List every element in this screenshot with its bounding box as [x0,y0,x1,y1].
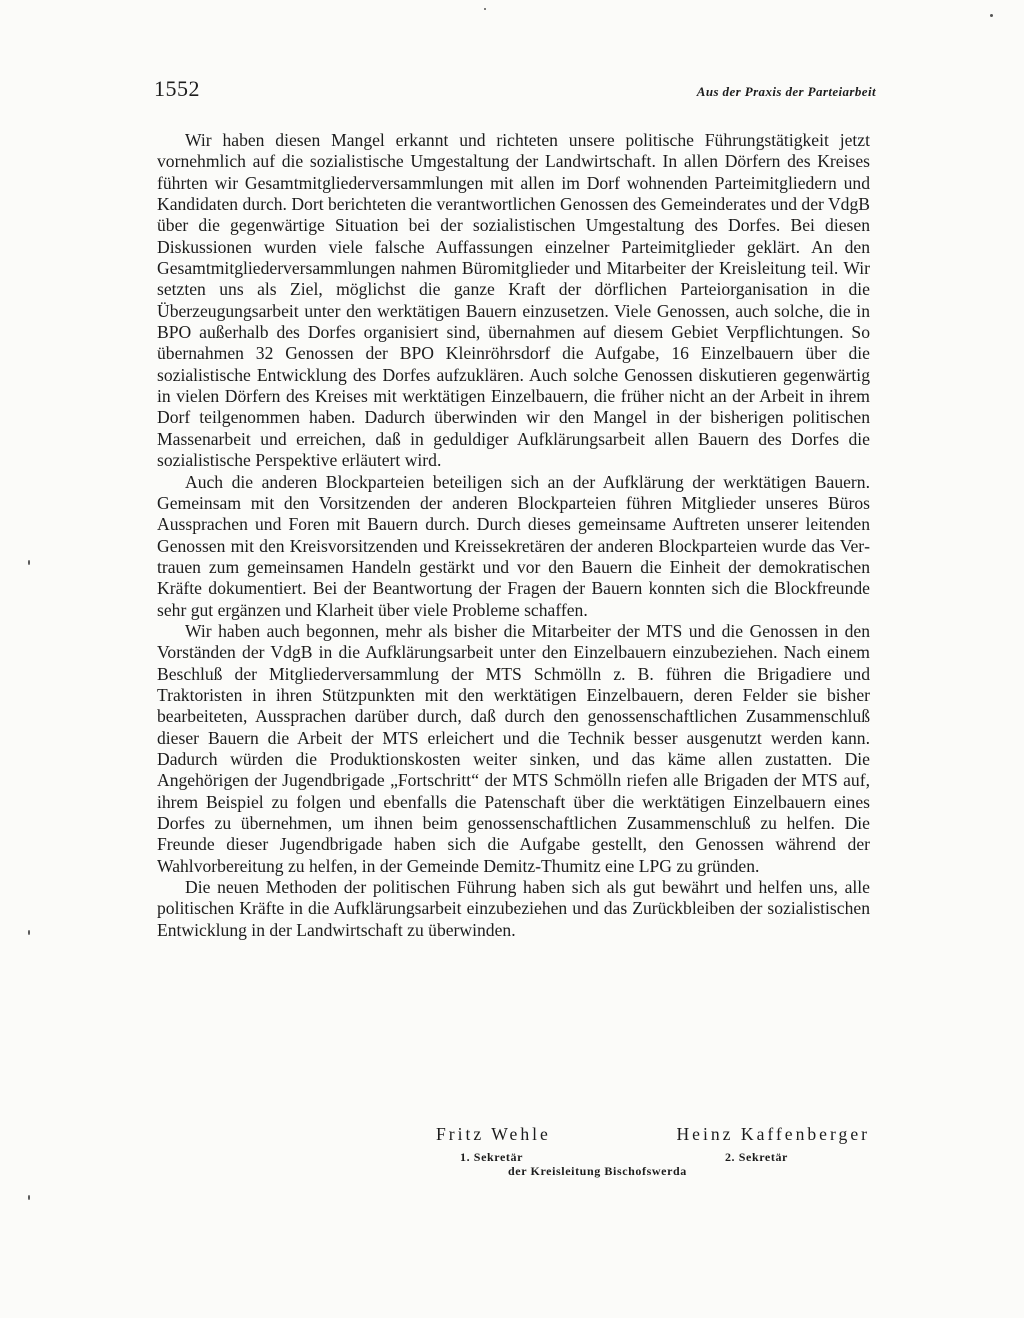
paragraph: Wir haben auch begonnen, mehr als bisher die Mitarbeiter der MTS und die Genossen in den Vorständen der VdgB in die Aufklärungsarbeit unter den Einzelbauern einzubeziehen. Nach einem Beschluß der Mitgliederversammlung der MTS Schmölln z. B. führen die Brigadiere und Traktoristen in ihren Stützpunkten mit den werktätigen Einzelbauern, deren Felder sie bisher bearbeiteten, Aussprachen darüber durch, daß durch den genossenschaftlichen Zusammenschluß dieser Bauern die Arbeit der MTS erleichert und die Technik besser ausgenutzt werden kann. Dadurch würden die Produktionskosten weiter sinken, und das käme allen zustatten. Die Angehörigen der Jugendbrigade „Fortschritt“ der MTS Schmölln riefen alle Brigaden der MTS auf, ihrem Beispiel zu folgen und ebenfalls die Patenschaft über die werktätigen Einzelbauern eines Dorfes zu übernehmen, um ihnen beim genossenschaftlichen Zusammenschluß zu helfen. Die Freunde dieser Jugendbrigade haben sich die Aufgabe gestellt, den Genossen während der Wahlvorbereitung zu helfen, in der Gemeinde Demitz-Thumitz eine LPG zu gründen. [157,620,870,876]
scan-speck [990,14,993,17]
signatory-organization: der Kreisleitung Bischofswerda [508,1164,687,1178]
article-body [157,130,870,941]
scan-speck [28,560,30,565]
signatory-name: Heinz Kaffenberger [676,1124,870,1144]
running-head: Aus der Praxis der Parteiarbeit [696,84,876,99]
signatory-title: 1. Sekretär [460,1150,524,1164]
paragraph: Auch die anderen Blockparteien beteiligen sich an der Aufklärung der werktätigen Bauern. Gemeinsam mit den Vorsitzenden der anderen Blockparteien führen Mitglieder unseres Büros Aussprachen und Foren mit Bauern durch. Durch dieses gemeinsame Auftreten unserer leitenden Genossen mit den Kreisvorsitzenden und Kreissekretären der anderen Blockparteien wurde das Vertrauen zum gemeinsamen Handeln gestärkt und vor den Bauern die Einheit der demokratischen Kräfte dokumentiert. Bei der Beantwortung der Fragen der Bauern konnten sich die Blockfreunde sehr gut ergänzen und Klarheit über viele Probleme schaffen. [157,471,870,620]
page-number: 1552 [154,76,200,101]
signatory-title: 2. Sekretär [724,1150,788,1164]
scan-speck [28,930,30,935]
scan-speck [484,8,486,10]
paragraph: Die neuen Methoden der politischen Führung haben sich als gut bewährt und helfen uns, alle politischen Kräfte in die Aufklärungsarbeit einzubeziehen und das Zurückbleiben der sozialistischen Entwicklung in der Landwirtschaft zu überwinden. [157,877,870,940]
scan-speck [28,1195,30,1200]
paragraph: Wir haben diesen Mangel erkannt und richteten unsere politische Führungstätigkeit jetzt vornehmlich auf die sozialistische Umgestaltung der Landwirtschaft. In allen Dörfern des Kreises führten wir Gesamtmitgliederversammlungen mit allen im Dorf wohnenden Parteimitgliedern und Kandidaten durch. Dort berichteten die verantwortlichen Genossen des Gemeinderates und der VdgB über die gegenwärtige Situation bei der sozialistischen Umgestaltung des Dorfes. Bei diesen Diskussionen wurden viele falsche Auffassungen einzelner Parteimitglieder geklärt. An den Gesamtmitgliederversammlungen nahmen Büromitglieder und Mitarbeiter der Kreisleitung teil. Wir setzten uns als Ziel, möglichst die ganze Kraft der dörflichen Parteiorganisation in die Überzeugungsarbeit unter den werktätigen Bauern einzusetzen. Viele Genossen, auch solche, die in BPO außerhalb des Dorfes organisiert sind, übernahmen auf diesem Gebiet Verpflichtungen. So übernahmen 32 Genossen der BPO Kleinröhrsdorf die Aufgabe, 16 Einzelbauern über die sozialistische Entwicklung des Dorfes aufzuklären. Auch solche Genossen diskutieren gegenwärtig in vielen Dörfern des Kreises mit werktätigen Einzelbauern, die früher nicht an der Arbeit in ihrem Dorf teilgenommen haben. Dadurch überwinden wir den Mangel in der bisherigen politischen Massenarbeit und erreichen, daß in geduldiger Aufklärungsarbeit allen Bauern des Dorfes die sozialistische Perspektive erläutert wird. [157,130,870,471]
signatory-name: Fritz Wehle [436,1124,551,1144]
